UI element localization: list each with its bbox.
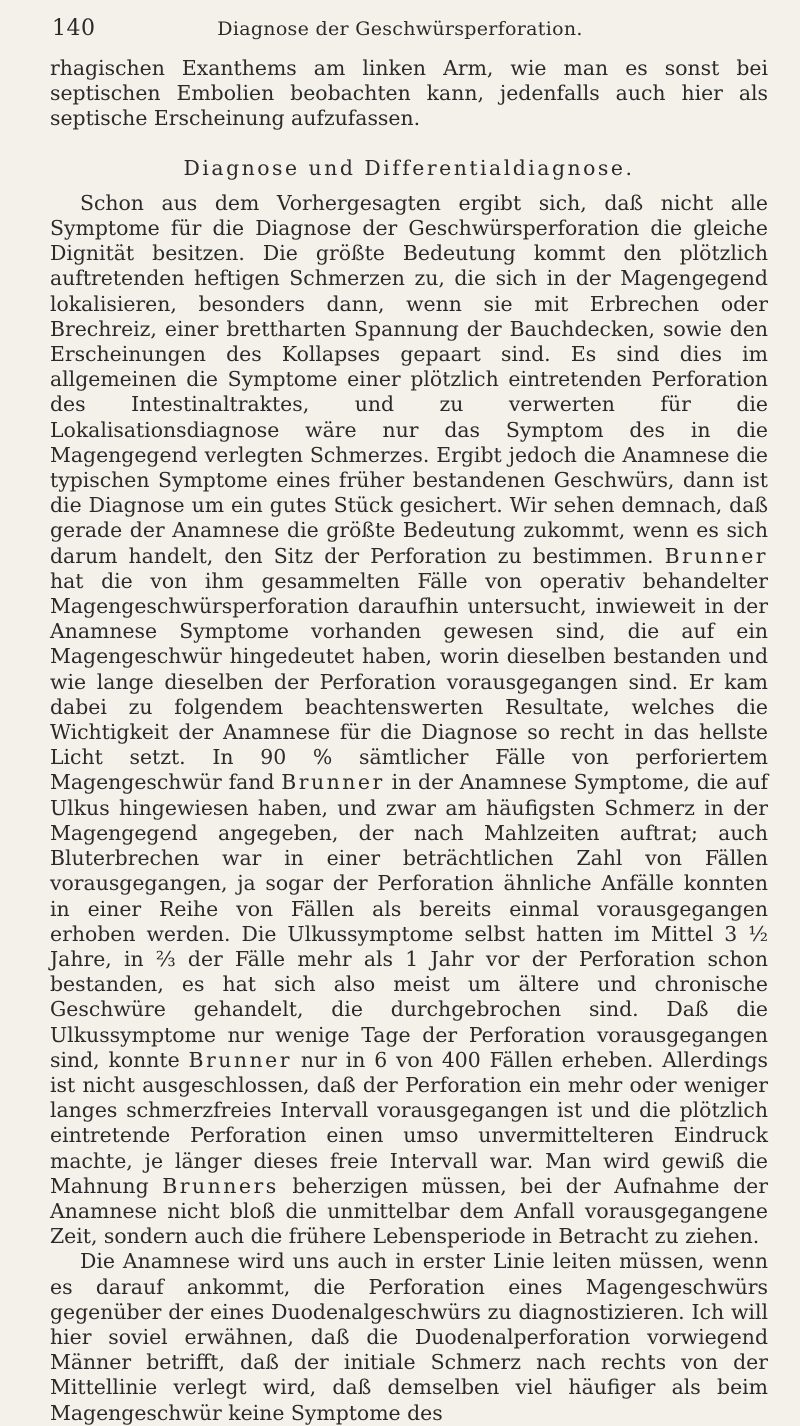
paragraph-text: nur in 6 von 400 Fällen erheben. Allerdings ist nicht ausgeschlossen, daß der Perforation ein mehr oder weniger langes schmerzfreies Intervall vorausgegangen ist und die plötzlich eintretende Perforation einen umso unvermittelteren Eindruck machte, je länger dieses freie Intervall war. Man wird gewiß die Mahnung [50, 1047, 769, 1198]
author-name: Brunners [162, 1173, 279, 1198]
author-name: Brunner [281, 770, 385, 795]
paragraph-text: Schon aus dem Vorhergesagten ergibt sich, daß nicht alle Symptome für die Diagnose der Geschwürsperforation die gleiche Dignität besitzen. Die größte Bedeutung kommt den plötzlich auftretenden heftigen Schmerzen zu, die sich in der Magengegend lokalisieren, besonders dann, wenn sie mit Erbrechen oder Brechreiz, einer brettharten Spannung der Bauchdecken, sowie den Erscheinungen des Kollapses gepaart sind. Es sind dies im allgemeinen die Symptome einer plötzlich eintretenden Perforation des Intestinaltraktes, und zu verwerten für die Lokalisationsdiagnose wäre nur das Symptom des in die Magengegend verlegten Schmerzes. Ergibt jedoch die Anamnese die typischen Symptome eines früher bestandenen Geschwürs, dann ist die Diagnose um ein gutes Stück gesichert. Wir sehen demnach, daß gerade der Anamnese die größte Bedeutung zukommt, wenn es sich darum handelt, den Sitz der Perforation zu bestimmen. [50, 190, 768, 568]
paragraph-symptoms [50, 191, 768, 1250]
section-heading: Diagnose und Differentialdiagnose. [183, 155, 635, 180]
running-head [52, 16, 748, 46]
running-title: Diagnose der Geschwürsperforation. [217, 18, 583, 40]
paragraph-text: beherzigen müssen, bei der Aufnahme der Anamnese nicht bloß die unmittelbar dem Anfall vorausgegangene Zeit, sondern auch die frühere Lebensperiode in Betracht zu ziehen. [50, 1173, 768, 1249]
paragraph-duodenal: Die Anamnese wird uns auch in erster Linie leiten müssen, wenn es darauf ankommt, die Perforation eines Magengeschwürs gegenüber der eines Duodenalgeschwürs zu diagnostizieren. Ich will hier soviel erwähnen, daß die Duodenalperforation vorwiegend Männer betrifft, daß der initiale Schmerz nach rechts von der Mittellinie verlegt wird, daß demselben viel häufiger als beim Magengeschwür keine Symptome des [50, 1249, 768, 1425]
author-name: Brunner [664, 543, 769, 568]
paragraph-continuation: rhagischen Exanthems am linken Arm, wie man es sonst bei septischen Embolien beobachten kann, jedenfalls auch hier als septische Erscheinung aufzufassen. [50, 56, 768, 131]
author-name: Brunner [188, 1047, 292, 1072]
paragraph-text: in der Anamnese Symptome, die auf Ulkus hingewiesen haben, und zwar am häufigsten Schmerz in der Magengegend angegeben, der nach Mahlzeiten auftrat; auch Bluterbrechen war in einer beträchtlichen Zahl von Fällen vorausgegangen, ja sogar der Perforation ähnliche Anfälle konnten in einer Reihe von Fällen als bereits einmal vorausgegangen erhoben werden. Die Ulkussymptome selbst hatten im Mittel 3 ½ Jahre, in ⅔ der Fälle mehr als 1 Jahr vor der Perforation schon bestanden, es hat sich also meist um ältere und chronische Geschwüre gehandelt, die durchgebrochen sind. Daß die Ulkussymptome nur wenige Tage der Perforation vorausgegangen sind, konnte [50, 770, 768, 1072]
page-number: 140 [52, 16, 96, 41]
paragraph-text: hat die von ihm gesammelten Fälle von operativ behandelter Magengeschwürsperforation daraufhin untersucht, inwieweit in der Anamnese Symptome vorhanden gewesen sind, die auf ein Magengeschwür hingedeutet haben, worin dieselben bestanden und wie lange dieselben der Perforation vorausgegangen sind. Er kam dabei zu folgendem beachtenswerten Resultate, welches die Wichtigkeit der Anamnese für die Diagnose so recht in das hellste Licht setzt. In 90 % sämtlicher Fälle von perforiertem Magengeschwür fand [50, 568, 768, 795]
body-text [50, 56, 768, 1426]
